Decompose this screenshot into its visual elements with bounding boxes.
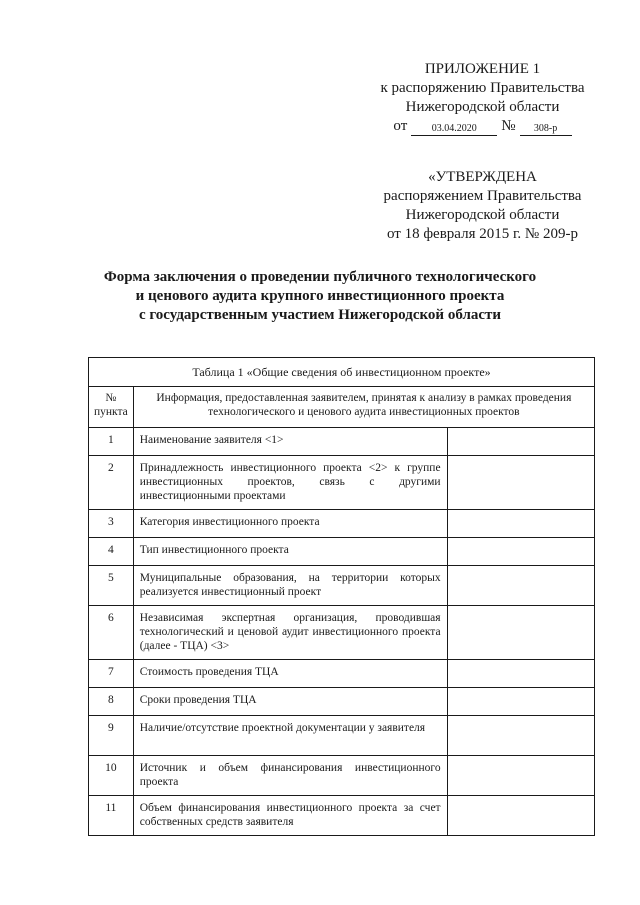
table-row [89,510,595,538]
row-label: Категория инвестиционного проекта [133,510,447,538]
table-row [89,756,595,796]
approved-block [360,168,605,244]
row-number: 11 [89,796,134,836]
row-value [447,716,594,756]
appendix-header [360,60,605,136]
header-info: Информация, предоставленная заявителем, принятая к анализу в рамках проведения технологического и ценового аудита инвестиционных проектов [133,387,594,428]
form-title-line-3: с государственным участием Нижегородской области [138,307,502,323]
row-number: 3 [89,510,134,538]
table-row [89,606,595,660]
approved-line-4: от 18 февраля 2015 г. № 209-р [386,226,578,242]
table-row [89,716,595,756]
table-caption-row [89,358,595,387]
row-value [447,796,594,836]
row-value [447,538,594,566]
row-label: Принадлежность инвестиционного проекта <2> к группе инвестиционных проектов, связь с другими инвестиционными проектами [133,456,447,510]
row-label: Наличие/отсутствие проектной документации у заявителя [133,716,447,756]
table-row [89,688,595,716]
row-number: 2 [89,456,134,510]
row-number: 6 [89,606,134,660]
project-info-table [88,357,595,836]
table-header-row [89,387,595,428]
row-label: Объем финансирования инвестиционного проекта за счет собственных средств заявителя [133,796,447,836]
form-title [60,268,580,325]
appendix-date: 03.04.2020 [411,123,497,136]
row-label: Источник и объем финансирования инвестиционного проекта [133,756,447,796]
row-number: 4 [89,538,134,566]
row-number: 9 [89,716,134,756]
row-label: Сроки проведения ТЦА [133,688,447,716]
row-number: 1 [89,428,134,456]
appendix-line-2: Нижегородской области [405,99,560,115]
appendix-date-line [360,117,605,136]
row-value [447,660,594,688]
table-caption: Таблица 1 «Общие сведения об инвестиционном проекте» [89,358,595,387]
table-row [89,538,595,566]
row-value [447,566,594,606]
header-item-number: № пункта [89,387,134,428]
appendix-title: ПРИЛОЖЕНИЕ 1 [424,61,541,77]
row-value [447,756,594,796]
row-value [447,510,594,538]
approved-line-3: Нижегородской области [405,207,560,223]
row-label: Стоимость проведения ТЦА [133,660,447,688]
row-number: 7 [89,660,134,688]
table-row [89,456,595,510]
row-label: Муниципальные образования, на территории которых реализуется инвестиционный проект [133,566,447,606]
table-row [89,796,595,836]
form-title-line-1: Форма заключения о проведении публичного технологического [103,269,537,285]
approved-line-2: распоряжением Правительства [383,188,582,204]
appendix-number-sign: № [501,118,516,134]
row-number: 5 [89,566,134,606]
row-value [447,428,594,456]
row-number: 8 [89,688,134,716]
table-row [89,566,595,606]
row-value [447,688,594,716]
approved-line-1: «УТВЕРЖДЕНА [428,169,537,185]
row-number: 10 [89,756,134,796]
row-label: Тип инвестиционного проекта [133,538,447,566]
appendix-number: 308-р [520,123,572,136]
table-row [89,660,595,688]
table-row [89,428,595,456]
row-value [447,456,594,510]
row-label: Наименование заявителя <1> [133,428,447,456]
row-label: Независимая экспертная организация, проводившая технологический и ценовой аудит инвестиционного проекта (далее - ТЦА) <3> [133,606,447,660]
appendix-line-1: к распоряжению Правительства [380,80,585,96]
appendix-from-label: от [393,118,408,134]
form-title-line-2: и ценового аудита крупного инвестиционного проекта [135,288,505,304]
row-value [447,606,594,660]
